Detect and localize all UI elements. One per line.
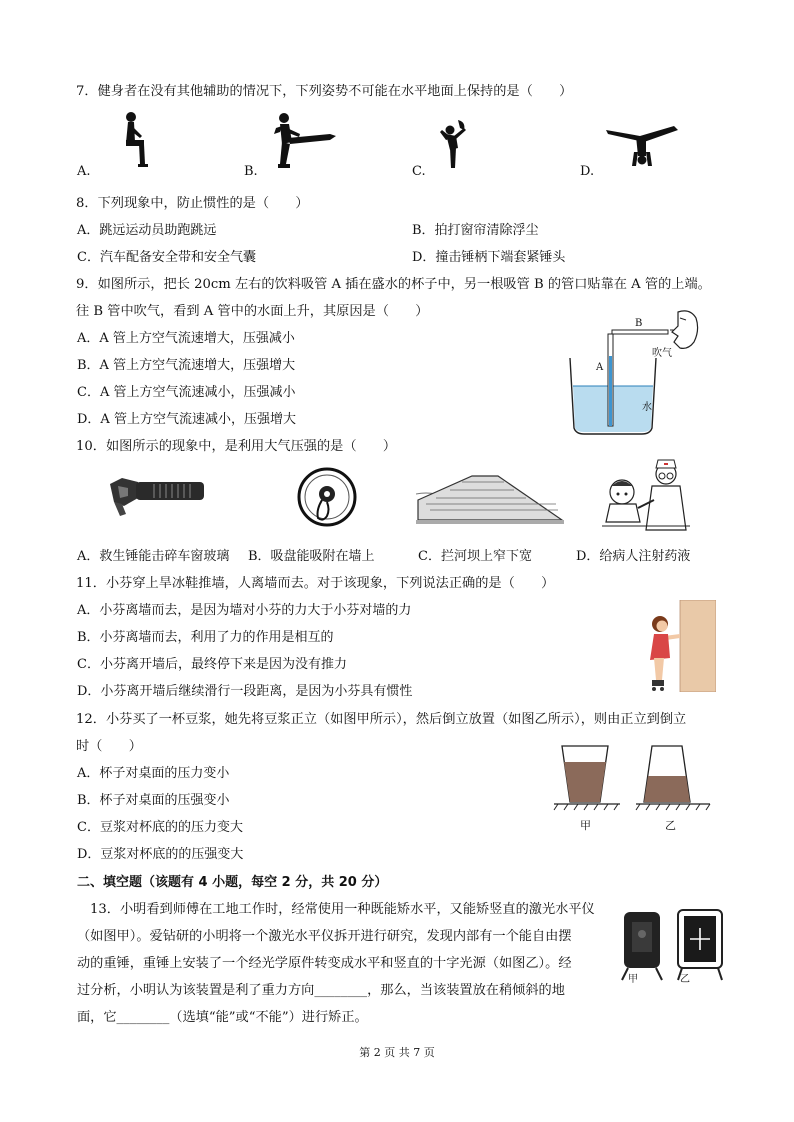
- q7-option-c-label: C.: [412, 164, 426, 179]
- q10-stem: 10．如图所示的现象中，是利用大气压强的是（ ）: [76, 439, 397, 454]
- q10-option-c: C．拦河坝上窄下宽: [418, 549, 532, 564]
- q10-figure-d-injection: [600, 456, 690, 532]
- q12-option-b: B．杯子对桌面的压强变小: [77, 793, 230, 808]
- q10-figure-b-suction-cup: [296, 466, 358, 528]
- q10-option-d: D．给病人注射药液: [576, 549, 691, 564]
- q9-label-b: B: [635, 318, 643, 329]
- q9-option-d: D．A 管上方空气流速减小，压强增大: [77, 412, 296, 427]
- q7-option-d-label: D.: [580, 164, 595, 179]
- q13-line3: 动的重锤，重锤上安装了一个经光学原件转变成水平和竖直的十字光源（如图乙）。经: [77, 956, 572, 971]
- q9-label-blow: 吹气: [652, 348, 672, 359]
- q13-line4: 过分析，小明认为该装置是利了重力方向________，那么，当该装置放在稍倾斜的地: [77, 983, 565, 998]
- q7-figure-d-handstand-split: [604, 122, 680, 168]
- q7-option-b-label: B.: [244, 164, 258, 179]
- page-footer: 第 2 页 共 7 页: [359, 1046, 435, 1059]
- q7-figure-a-sitting: [108, 110, 150, 168]
- q11-stem: 11．小芬穿上旱冰鞋推墙，人离墙而去。对于该现象，下列说法正确的是（ ）: [76, 576, 555, 591]
- q8-option-b: B．拍打窗帘清除浮尘: [412, 223, 539, 238]
- q12-label-jia: 甲: [580, 819, 591, 832]
- q8-option-c: C．汽车配备安全带和安全气囊: [77, 250, 256, 265]
- q12-option-c: C．豆浆对杯底的的压力变大: [77, 820, 243, 835]
- q7-stem: 7．健身者在没有其他辅助的情况下，下列姿势不可能在水平地面上保持的是（ ）: [76, 84, 573, 99]
- q11-figure-girl-pushing-wall: [640, 600, 716, 692]
- q8-option-d: D．撞击锤柄下端套紧锤头: [412, 250, 566, 265]
- q13-label-jia: 甲: [628, 974, 638, 985]
- q12-option-d: D．豆浆对杯底的的压强变大: [77, 847, 244, 862]
- q13-label-yi: 乙: [680, 974, 690, 985]
- q13-line5: 面，它________（选填“能”或“不能”）进行矫正。: [77, 1010, 368, 1025]
- q11-option-b: B．小芬离墙而去，利用了力的作用是相互的: [77, 630, 334, 645]
- q9-label-water: 水: [642, 402, 652, 413]
- q9-stem-line1: 9．如图所示，把长 20cm 左右的饮料吸管 A 插在盛水的杯子中，另一根吸管 B 的管口贴靠在 A 管的上端。: [76, 277, 711, 292]
- section-2-heading: 二、填空题（该题有 4 小题，每空 2 分，共 20 分）: [77, 875, 388, 890]
- q12-stem-line1: 12．小芬买了一杯豆浆，她先将豆浆正立（如图甲所示），然后倒立放置（如图乙所示），则由正立到倒立: [76, 712, 687, 727]
- q9-option-b: B．A 管上方空气流速增大，压强增大: [77, 358, 296, 373]
- q9-stem-line2: 往 B 管中吹气，看到 A 管中的水面上升，其原因是（ ）: [76, 304, 429, 319]
- q10-option-b: B．吸盘能吸附在墙上: [248, 549, 375, 564]
- q7-figure-b-kicking: [270, 112, 340, 172]
- q12-label-yi: 乙: [665, 819, 676, 832]
- q7-figure-c-one-leg-pose: [436, 118, 476, 170]
- q7-option-a-label: A.: [77, 164, 91, 179]
- q9-option-a: A．A 管上方空气流速增大，压强减小: [77, 331, 295, 346]
- q9-option-c: C．A 管上方空气流速减小，压强减小: [77, 385, 296, 400]
- q10-figure-a-safety-hammer: [108, 472, 208, 518]
- q9-label-a: A: [596, 362, 604, 373]
- q11-option-c: C．小芬离开墙后，最终停下来是因为没有推力: [77, 657, 347, 672]
- q8-option-a: A．跳远运动员助跑跳远: [77, 223, 217, 238]
- q12-option-a: A．杯子对桌面的压力变小: [77, 766, 230, 781]
- q11-option-d: D．小芬离开墙后继续滑行一段距离，是因为小芬具有惯性: [77, 684, 413, 699]
- q13-line1: 13．小明看到师傅在工地工作时，经常使用一种既能矫水平，又能矫竖直的激光水平仪: [90, 902, 595, 917]
- q11-option-a: A．小芬离墙而去，是因为墙对小芬的力大于小芬对墙的力: [77, 603, 412, 618]
- q10-option-a: A．救生锤能击碎车窗玻璃: [77, 549, 230, 564]
- q13-line2: （如图甲）。爱钻研的小明将一个激光水平仪拆开进行研究，发现内部有一个能自由摆: [77, 929, 572, 944]
- q12-figure-cups: [550, 740, 720, 812]
- q12-stem-line2: 时（ ）: [76, 739, 142, 754]
- q10-figure-c-dam: [416, 470, 564, 524]
- q8-stem: 8．下列现象中，防止惯性的是（ ）: [76, 196, 309, 211]
